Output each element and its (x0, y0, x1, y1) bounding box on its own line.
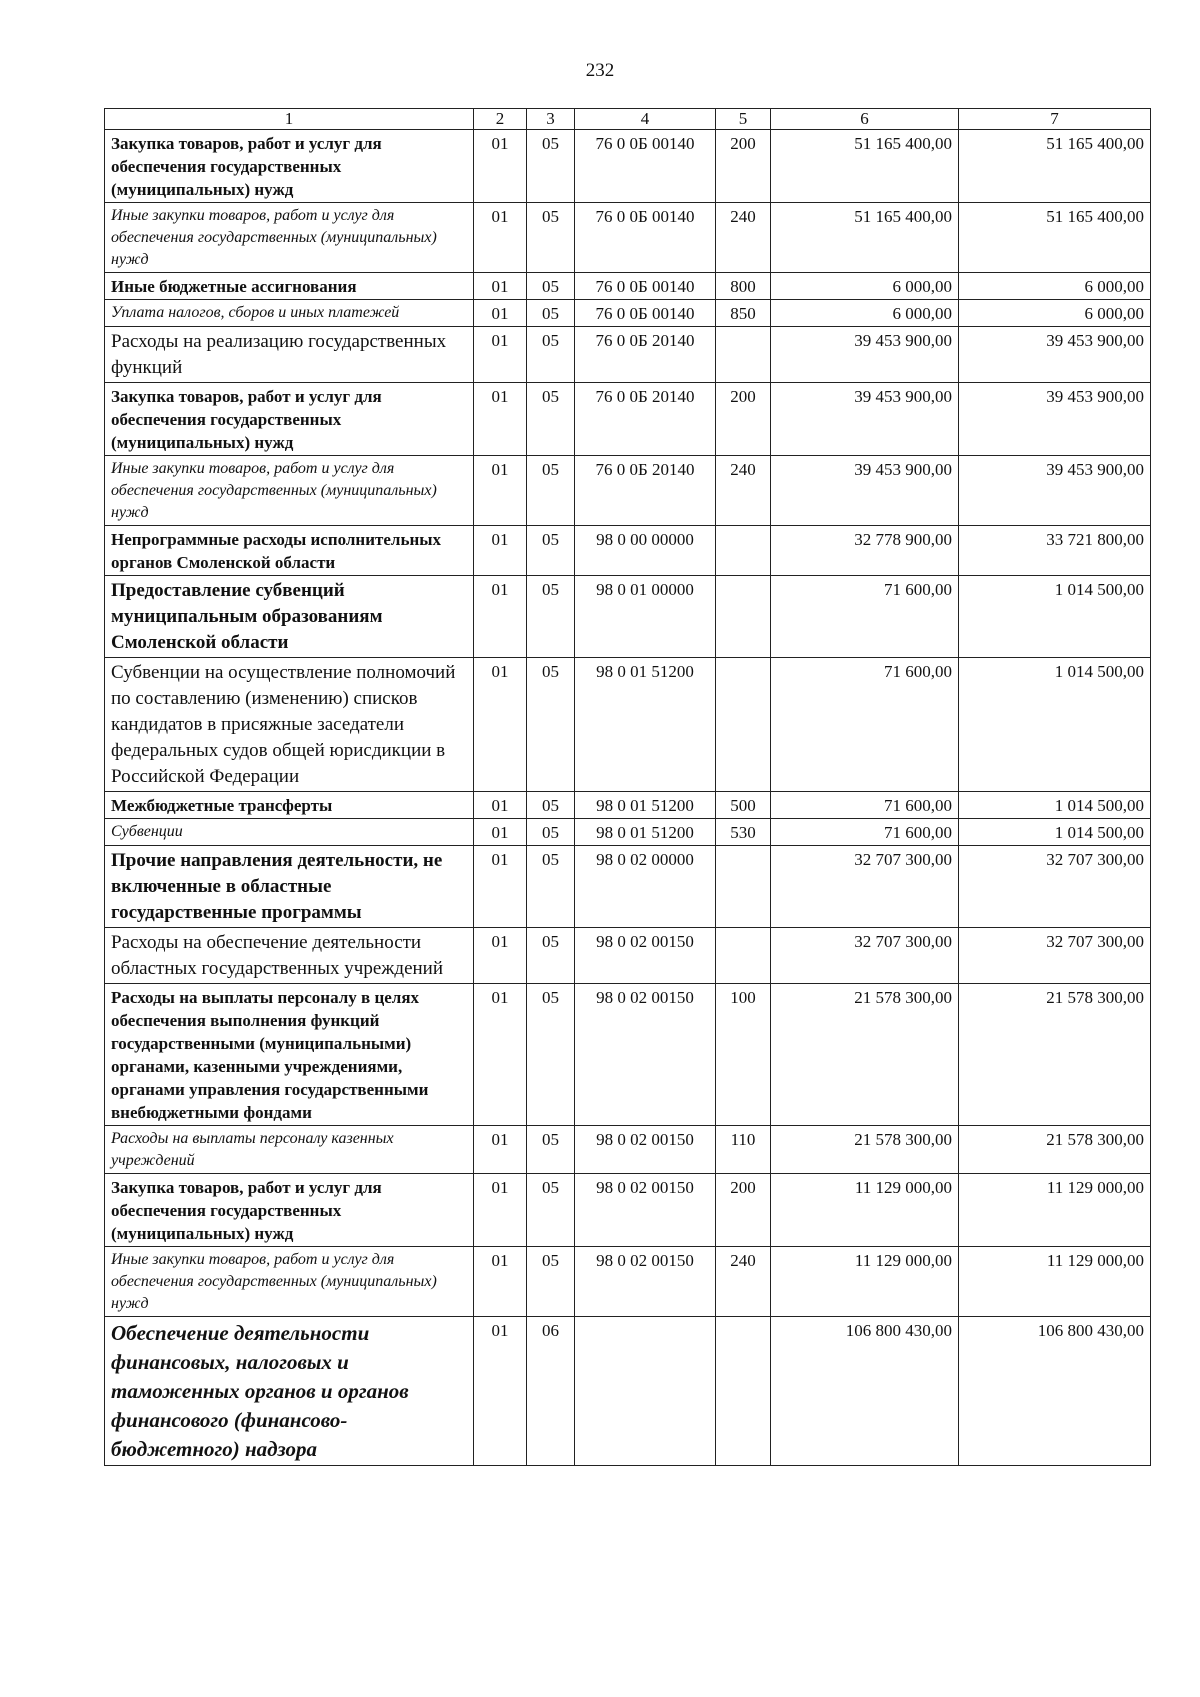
section-code: 01 (474, 130, 527, 203)
subsection-code: 05 (527, 792, 575, 819)
column-number: 1 (105, 109, 474, 130)
expense-type-code: 200 (716, 383, 771, 456)
table-row (105, 273, 1151, 300)
target-article-code: 76 0 0Б 20140 (575, 383, 716, 456)
subsection-code: 05 (527, 1126, 575, 1174)
amount-year-1: 51 165 400,00 (771, 203, 959, 273)
column-number: 5 (716, 109, 771, 130)
table-row (105, 1317, 1151, 1466)
amount-year-1: 6 000,00 (771, 273, 959, 300)
column-number: 2 (474, 109, 527, 130)
table-row (105, 1174, 1151, 1247)
subsection-code: 05 (527, 456, 575, 526)
expense-type-code (716, 526, 771, 576)
amount-year-2: 21 578 300,00 (959, 1126, 1151, 1174)
subsection-code: 05 (527, 130, 575, 203)
expense-type-code (716, 846, 771, 928)
table-row (105, 203, 1151, 273)
row-name: Предоставление субвенций муниципальным образованиям Смоленской области (105, 576, 474, 658)
section-code: 01 (474, 383, 527, 456)
expense-type-code (716, 1317, 771, 1466)
target-article-code: 98 0 02 00000 (575, 846, 716, 928)
table-row (105, 792, 1151, 819)
target-article-code: 98 0 00 00000 (575, 526, 716, 576)
amount-year-2: 106 800 430,00 (959, 1317, 1151, 1466)
table-row (105, 526, 1151, 576)
column-number: 6 (771, 109, 959, 130)
section-code: 01 (474, 203, 527, 273)
row-name: Непрограммные расходы исполнительных органов Смоленской области (105, 526, 474, 576)
section-code: 01 (474, 658, 527, 792)
table-row (105, 819, 1151, 846)
target-article-code: 98 0 01 51200 (575, 819, 716, 846)
column-number: 4 (575, 109, 716, 130)
table-row (105, 984, 1151, 1126)
table-row (105, 300, 1151, 327)
amount-year-1: 106 800 430,00 (771, 1317, 959, 1466)
amount-year-1: 71 600,00 (771, 819, 959, 846)
table-row (105, 576, 1151, 658)
target-article-code (575, 1317, 716, 1466)
table-row (105, 1126, 1151, 1174)
target-article-code: 76 0 0Б 00140 (575, 273, 716, 300)
budget-table-body (105, 109, 1151, 1466)
amount-year-2: 39 453 900,00 (959, 456, 1151, 526)
row-name: Субвенции на осуществление полномочий по составлению (изменению) списков кандидатов в присяжные заседатели федеральных судов общей юрисдикции в Российской Федерации (105, 658, 474, 792)
expense-type-code (716, 658, 771, 792)
subsection-code: 05 (527, 526, 575, 576)
section-code: 01 (474, 1126, 527, 1174)
row-name: Иные закупки товаров, работ и услуг для обеспечения государственных (муниципальных) нужд (105, 203, 474, 273)
section-code: 01 (474, 456, 527, 526)
amount-year-2: 51 165 400,00 (959, 130, 1151, 203)
subsection-code: 05 (527, 327, 575, 383)
subsection-code: 06 (527, 1317, 575, 1466)
section-code: 01 (474, 576, 527, 658)
table-row (105, 658, 1151, 792)
amount-year-2: 11 129 000,00 (959, 1247, 1151, 1317)
row-name: Иные закупки товаров, работ и услуг для обеспечения государственных (муниципальных) нужд (105, 1247, 474, 1317)
row-name: Уплата налогов, сборов и иных платежей (105, 300, 474, 327)
section-code: 01 (474, 1317, 527, 1466)
amount-year-2: 1 014 500,00 (959, 576, 1151, 658)
target-article-code: 98 0 02 00150 (575, 1126, 716, 1174)
amount-year-1: 32 778 900,00 (771, 526, 959, 576)
target-article-code: 98 0 02 00150 (575, 1247, 716, 1317)
row-name: Межбюджетные трансферты (105, 792, 474, 819)
expense-type-code: 240 (716, 456, 771, 526)
row-name: Субвенции (105, 819, 474, 846)
target-article-code: 76 0 0Б 20140 (575, 456, 716, 526)
subsection-code: 05 (527, 1247, 575, 1317)
expense-type-code: 200 (716, 1174, 771, 1247)
subsection-code: 05 (527, 1174, 575, 1247)
amount-year-1: 39 453 900,00 (771, 383, 959, 456)
section-code: 01 (474, 846, 527, 928)
expense-type-code: 240 (716, 203, 771, 273)
subsection-code: 05 (527, 273, 575, 300)
amount-year-2: 32 707 300,00 (959, 928, 1151, 984)
amount-year-2: 11 129 000,00 (959, 1174, 1151, 1247)
subsection-code: 05 (527, 928, 575, 984)
subsection-code: 05 (527, 819, 575, 846)
section-code: 01 (474, 327, 527, 383)
amount-year-2: 1 014 500,00 (959, 792, 1151, 819)
page-number: 232 (585, 60, 615, 81)
amount-year-2: 6 000,00 (959, 300, 1151, 327)
amount-year-1: 71 600,00 (771, 792, 959, 819)
target-article-code: 76 0 0Б 00140 (575, 300, 716, 327)
amount-year-1: 6 000,00 (771, 300, 959, 327)
amount-year-2: 6 000,00 (959, 273, 1151, 300)
target-article-code: 76 0 0Б 00140 (575, 130, 716, 203)
target-article-code: 98 0 01 51200 (575, 658, 716, 792)
expense-type-code: 200 (716, 130, 771, 203)
row-name: Закупка товаров, работ и услуг для обеспечения государственных (муниципальных) нужд (105, 1174, 474, 1247)
row-name: Расходы на реализацию государственных функций (105, 327, 474, 383)
amount-year-2: 39 453 900,00 (959, 327, 1151, 383)
expense-type-code (716, 576, 771, 658)
expense-type-code: 500 (716, 792, 771, 819)
table-row (105, 846, 1151, 928)
section-code: 01 (474, 984, 527, 1126)
section-code: 01 (474, 1174, 527, 1247)
target-article-code: 98 0 02 00150 (575, 928, 716, 984)
amount-year-1: 32 707 300,00 (771, 846, 959, 928)
table-row (105, 456, 1151, 526)
subsection-code: 05 (527, 203, 575, 273)
table-row (105, 383, 1151, 456)
table-row (105, 1247, 1151, 1317)
column-number: 7 (959, 109, 1151, 130)
amount-year-1: 71 600,00 (771, 658, 959, 792)
column-number: 3 (527, 109, 575, 130)
section-code: 01 (474, 792, 527, 819)
expense-type-code: 850 (716, 300, 771, 327)
target-article-code: 98 0 02 00150 (575, 984, 716, 1126)
amount-year-2: 1 014 500,00 (959, 658, 1151, 792)
table-row (105, 130, 1151, 203)
amount-year-1: 11 129 000,00 (771, 1174, 959, 1247)
subsection-code: 05 (527, 300, 575, 327)
amount-year-1: 21 578 300,00 (771, 984, 959, 1126)
section-code: 01 (474, 300, 527, 327)
row-name: Закупка товаров, работ и услуг для обеспечения государственных (муниципальных) нужд (105, 383, 474, 456)
row-name: Закупка товаров, работ и услуг для обеспечения государственных (муниципальных) нужд (105, 130, 474, 203)
amount-year-2: 39 453 900,00 (959, 383, 1151, 456)
section-code: 01 (474, 928, 527, 984)
section-code: 01 (474, 273, 527, 300)
budget-table (104, 108, 1151, 1466)
subsection-code: 05 (527, 846, 575, 928)
amount-year-1: 21 578 300,00 (771, 1126, 959, 1174)
amount-year-2: 1 014 500,00 (959, 819, 1151, 846)
row-name: Иные бюджетные ассигнования (105, 273, 474, 300)
section-code: 01 (474, 1247, 527, 1317)
subsection-code: 05 (527, 576, 575, 658)
row-name: Прочие направления деятельности, не включенные в областные государственные программы (105, 846, 474, 928)
amount-year-1: 11 129 000,00 (771, 1247, 959, 1317)
target-article-code: 76 0 0Б 00140 (575, 203, 716, 273)
table-row (105, 327, 1151, 383)
amount-year-1: 39 453 900,00 (771, 327, 959, 383)
expense-type-code: 100 (716, 984, 771, 1126)
amount-year-2: 33 721 800,00 (959, 526, 1151, 576)
amount-year-1: 32 707 300,00 (771, 928, 959, 984)
section-code: 01 (474, 526, 527, 576)
column-number-row (105, 109, 1151, 130)
amount-year-2: 21 578 300,00 (959, 984, 1151, 1126)
expense-type-code (716, 327, 771, 383)
amount-year-1: 39 453 900,00 (771, 456, 959, 526)
target-article-code: 98 0 02 00150 (575, 1174, 716, 1247)
amount-year-2: 32 707 300,00 (959, 846, 1151, 928)
target-article-code: 98 0 01 51200 (575, 792, 716, 819)
amount-year-1: 71 600,00 (771, 576, 959, 658)
expense-type-code: 240 (716, 1247, 771, 1317)
target-article-code: 76 0 0Б 20140 (575, 327, 716, 383)
subsection-code: 05 (527, 984, 575, 1126)
expense-type-code: 110 (716, 1126, 771, 1174)
row-name: Расходы на обеспечение деятельности областных государственных учреждений (105, 928, 474, 984)
expense-type-code: 800 (716, 273, 771, 300)
row-name: Обеспечение деятельности финансовых, налоговых и таможенных органов и органов финансового (финансово-бюджетного) надзора (105, 1317, 474, 1466)
subsection-code: 05 (527, 383, 575, 456)
section-code: 01 (474, 819, 527, 846)
amount-year-1: 51 165 400,00 (771, 130, 959, 203)
expense-type-code (716, 928, 771, 984)
amount-year-2: 51 165 400,00 (959, 203, 1151, 273)
row-name: Иные закупки товаров, работ и услуг для обеспечения государственных (муниципальных) нужд (105, 456, 474, 526)
row-name: Расходы на выплаты персоналу казенных учреждений (105, 1126, 474, 1174)
subsection-code: 05 (527, 658, 575, 792)
expense-type-code: 530 (716, 819, 771, 846)
target-article-code: 98 0 01 00000 (575, 576, 716, 658)
table-row (105, 928, 1151, 984)
row-name: Расходы на выплаты персоналу в целях обеспечения выполнения функций государственными (муниципальными) органами, казенными учреждениями, органами управления государственными внебюджетными фондами (105, 984, 474, 1126)
